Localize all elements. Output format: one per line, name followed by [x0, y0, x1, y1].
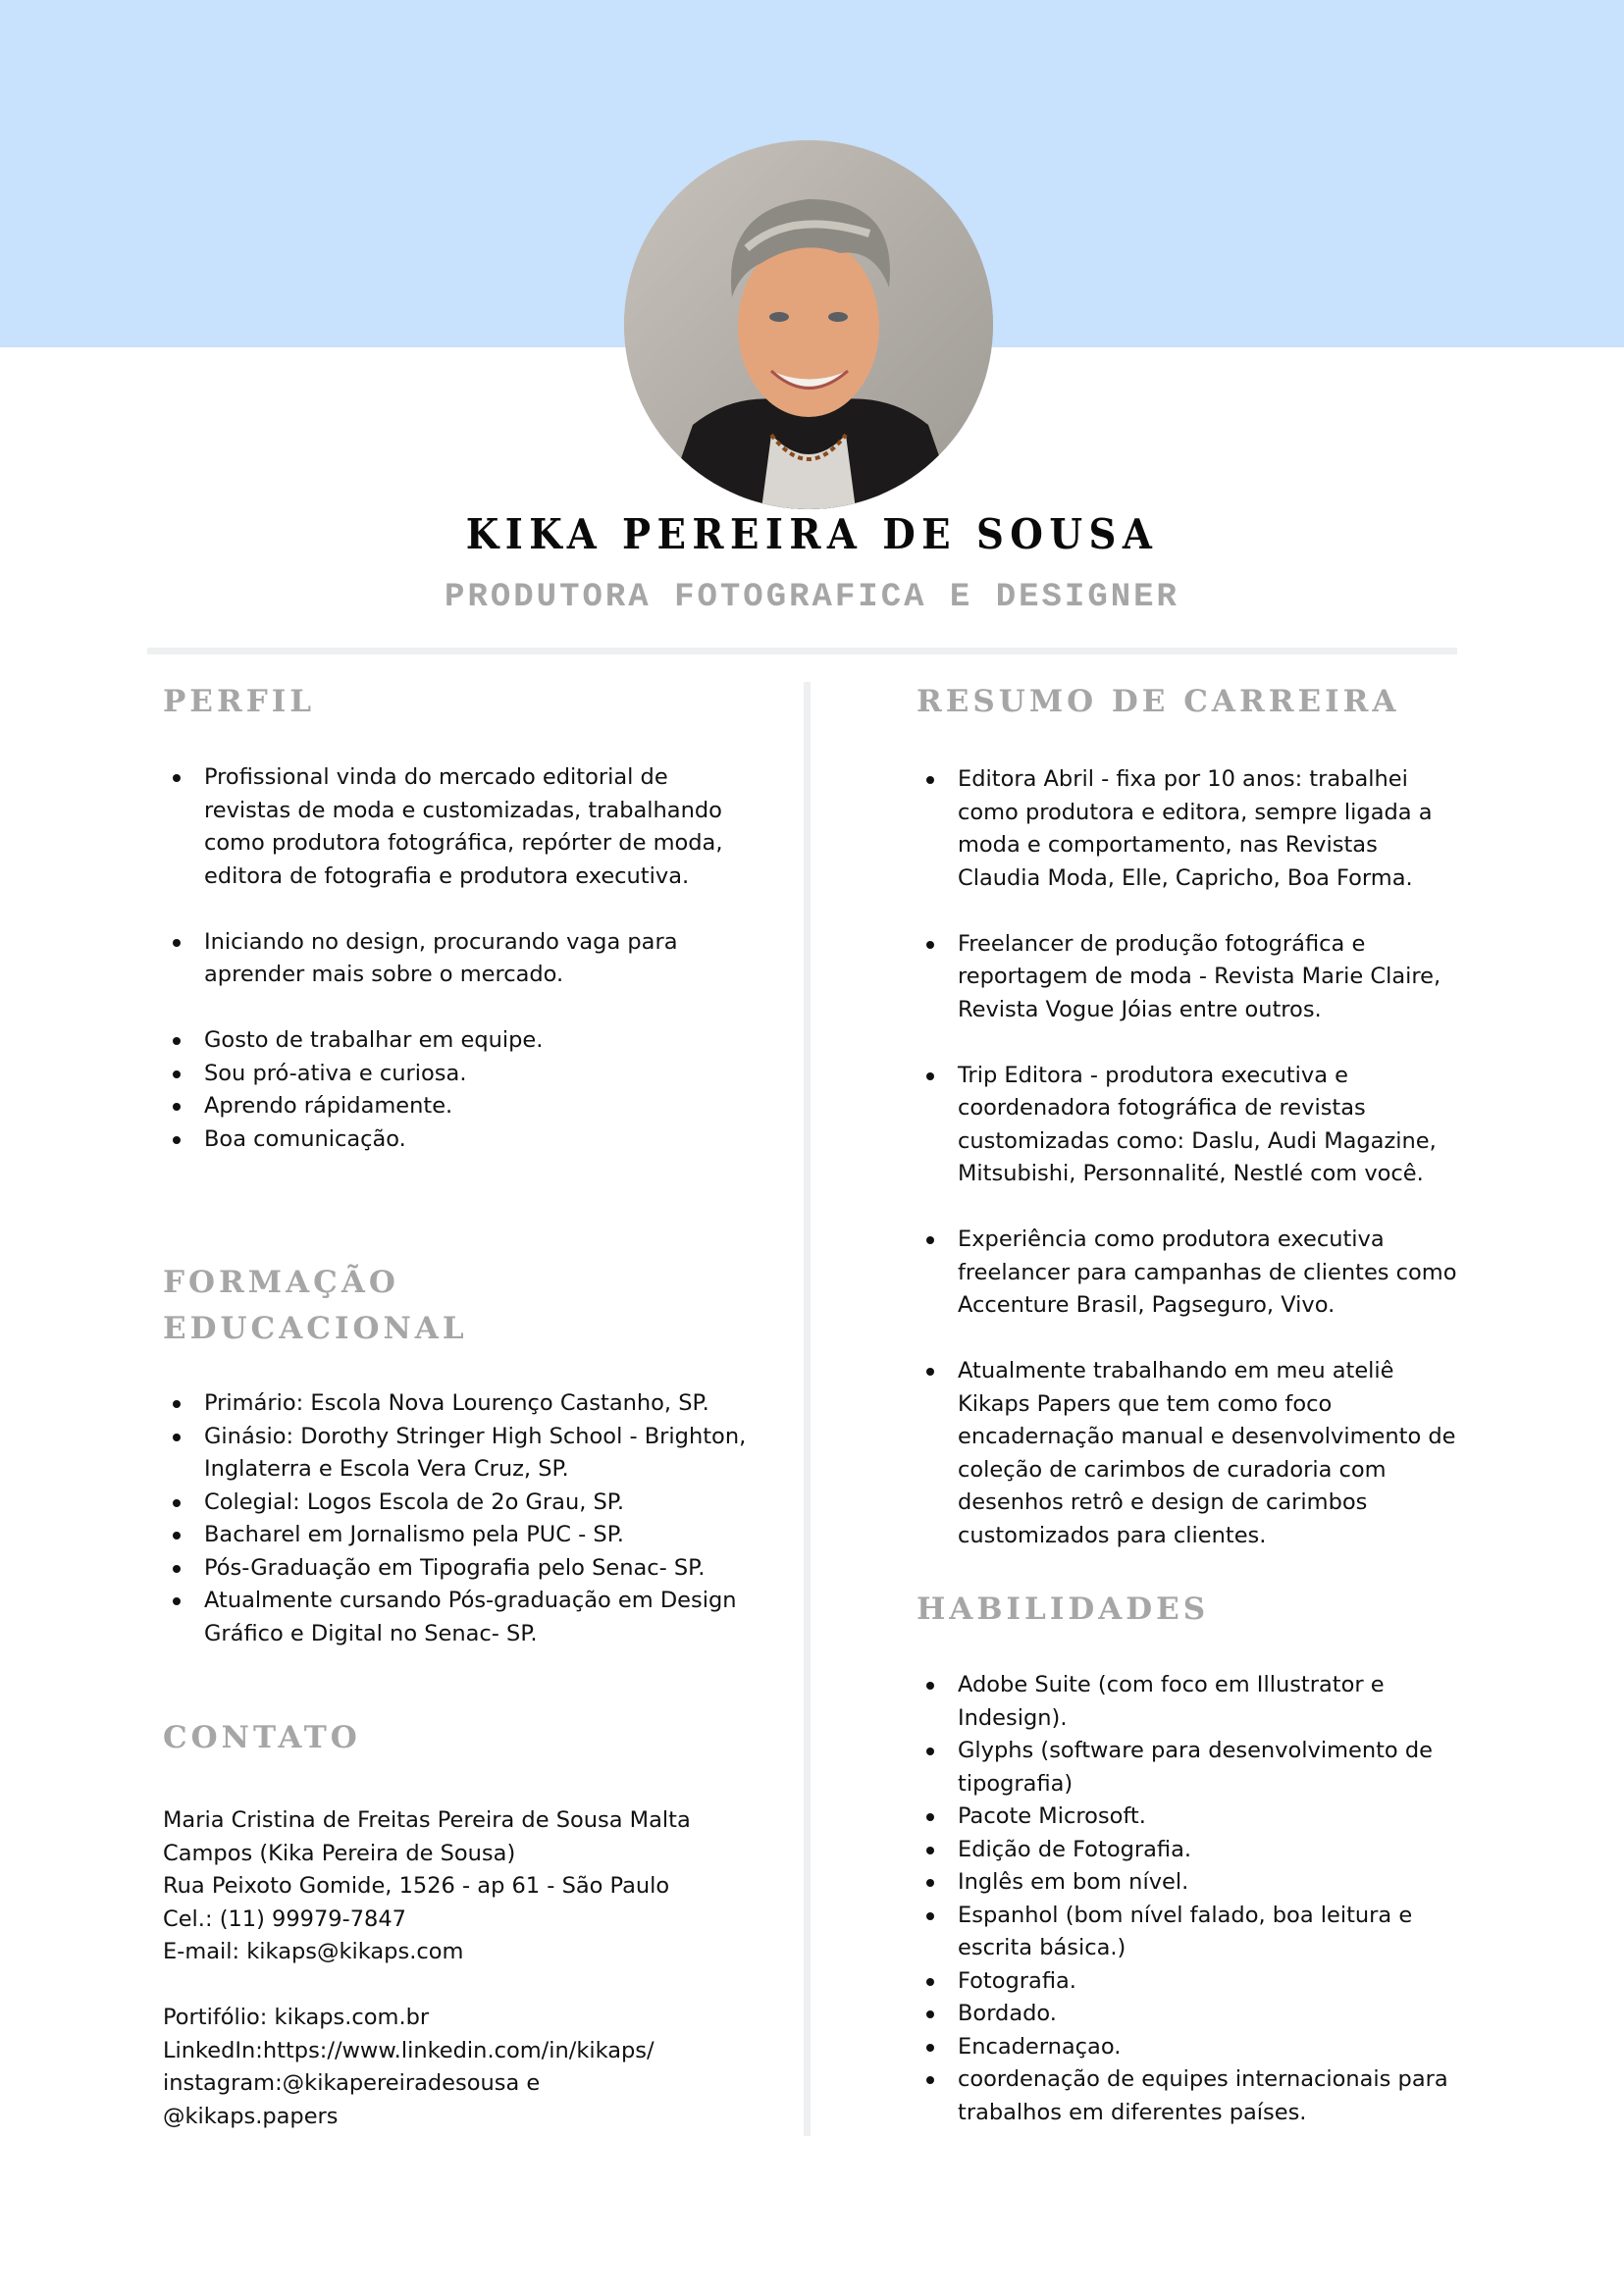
list-item: Glyphs (software para desenvolvimento de tipografia): [917, 1735, 1466, 1800]
section-heading-habilidades: HABILIDADES: [917, 1592, 1210, 1627]
list-item: Inglês em bom nível.: [917, 1866, 1466, 1900]
candidate-title: PRODUTORA FOTOGRAFICA E DESIGNER: [445, 579, 1179, 616]
list-item: Boa comunicação.: [163, 1123, 752, 1157]
formacao-list: [163, 1387, 791, 1650]
contact-phone: Cel.: (11) 99979-7847: [163, 1905, 406, 1932]
section-heading-formacao: FORMAÇÃO EDUCACIONAL: [163, 1265, 468, 1346]
list-item: Espanhol (bom nível falado, boa leitura e escrita básica.): [917, 1900, 1466, 1965]
list-item: coordenação de equipes internacionais para trabalhos em diferentes países.: [917, 2063, 1466, 2129]
contact-portfolio[interactable]: Portifólio: kikaps.com.br: [163, 2005, 430, 2030]
list-item: Sou pró-ativa e curiosa.: [163, 1058, 752, 1091]
list-item: Editora Abril - fixa por 10 anos: trabalhei como produtora e editora, sempre ligada a moda e comportamento, nas Revistas Claudia Moda, Elle, Capricho, Boa Forma.: [917, 763, 1466, 895]
contact-block: [163, 1804, 691, 2133]
contact-address: Rua Peixoto Gomide, 1526 - ap 61 - São Paulo: [163, 1873, 670, 1899]
section-heading-perfil: PERFIL: [163, 684, 316, 719]
section-heading-resumo: RESUMO DE CARREIRA: [917, 684, 1400, 719]
habilidades-list: [917, 1669, 1466, 2129]
candidate-name: KIKA PEREIRA DE SOUSA: [465, 510, 1159, 558]
list-item: Encadernaçao.: [917, 2031, 1466, 2064]
profile-photo: [624, 140, 993, 509]
list-item: Primário: Escola Nova Lourenço Castanho, SP.: [163, 1387, 791, 1421]
contact-instagram[interactable]: instagram:@kikapereiradesousa e: [163, 2070, 541, 2096]
list-item: Fotografia.: [917, 1965, 1466, 1999]
list-item: Aprendo rápidamente.: [163, 1090, 752, 1123]
list-item: Pacote Microsoft.: [917, 1800, 1466, 1834]
contact-full-name: Maria Cristina de Freitas Pereira de Sousa Malta: [163, 1807, 691, 1833]
list-item: Iniciando no design, procurando vaga para aprender mais sobre o mercado.: [163, 926, 752, 992]
contact-instagram-2[interactable]: @kikaps.papers: [163, 2103, 339, 2129]
portrait-icon: [624, 140, 993, 509]
list-item: Ginásio: Dorothy Stringer High School - Brighton, Inglaterra e Escola Vera Cruz, SP.: [163, 1421, 791, 1487]
contact-email[interactable]: E-mail: kikaps@kikaps.com: [163, 1939, 464, 1964]
list-item: Trip Editora - produtora executiva e coordenadora fotográfica de revistas customizadas como: Daslu, Audi Magazine, Mitsubishi, Personnalité, Nestlé com você.: [917, 1060, 1466, 1191]
list-item: Bacharel em Jornalismo pela PUC - SP.: [163, 1519, 791, 1552]
list-item: Atualmente trabalhando em meu ateliê Kikaps Papers que tem como foco encadernação manual e desenvolvimento de coleção de carimbos de curadoria com desenhos retrô e design de carimbos customizados para clientes.: [917, 1355, 1466, 1552]
perfil-list: [163, 761, 752, 1156]
contact-linkedin[interactable]: LinkedIn:https://www.linkedin.com/in/kikaps/: [163, 2037, 655, 2063]
list-item: Bordado.: [917, 1998, 1466, 2031]
list-item: Edição de Fotografia.: [917, 1834, 1466, 1867]
list-item: Adobe Suite (com foco em Illustrator e Indesign).: [917, 1669, 1466, 1735]
resumo-list: [917, 763, 1466, 1552]
contact-full-name-cont: Campos (Kika Pereira de Sousa): [163, 1840, 516, 1866]
list-item: Experiência como produtora executiva freelancer para campanhas de clientes como Accenture Brasil, Pagseguro, Vivo.: [917, 1224, 1466, 1323]
list-item: Colegial: Logos Escola de 2o Grau, SP.: [163, 1487, 791, 1520]
list-item: Freelancer de produção fotográfica e reportagem de moda - Revista Marie Claire, Revista Vogue Jóias entre outros.: [917, 928, 1466, 1027]
list-item: Profissional vinda do mercado editorial de revistas de moda e customizadas, trabalhando como produtora fotográfica, repórter de moda, editora de fotografia e produtora executiva.: [163, 761, 752, 893]
vertical-divider: [804, 682, 811, 2136]
horizontal-divider: [147, 648, 1457, 654]
list-item: Pós-Graduação em Tipografia pelo Senac- SP.: [163, 1552, 791, 1586]
section-heading-contato: CONTATO: [163, 1720, 361, 1755]
list-item: Gosto de trabalhar em equipe.: [163, 1024, 752, 1058]
list-item: Atualmente cursando Pós-graduação em Design Gráfico e Digital no Senac- SP.: [163, 1585, 791, 1650]
